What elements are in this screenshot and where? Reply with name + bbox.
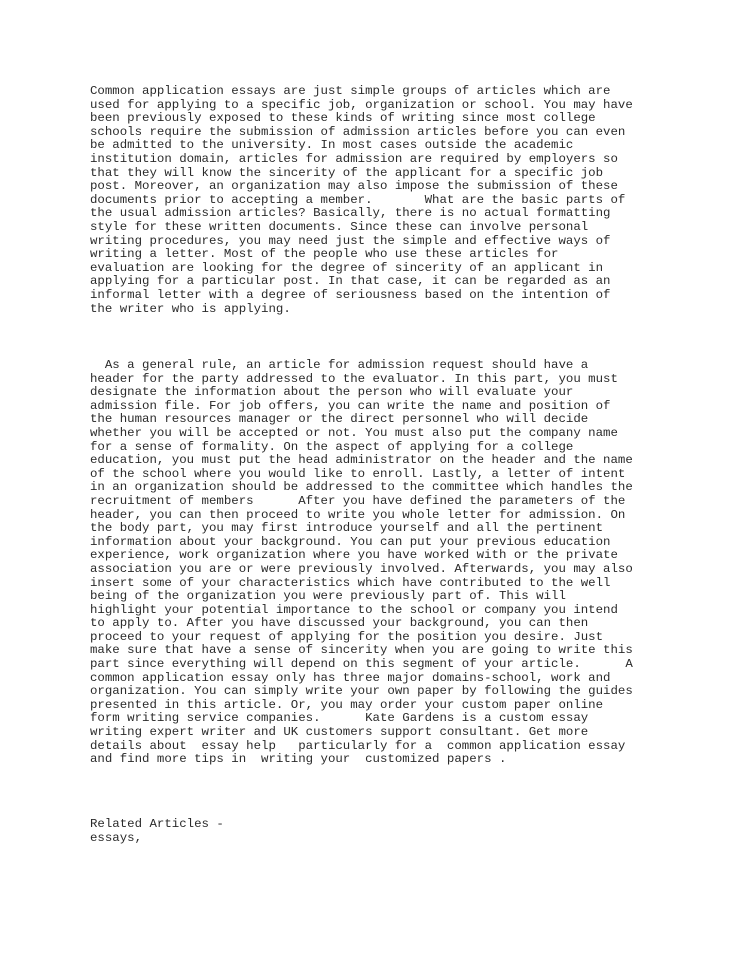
related-articles: Related Articles - essays, [90,817,224,845]
body-paragraph-1: Common application essays are just simple groups of articles which are used for applying to a specific job, organization or school. You may have been previously exposed to these kinds of writing since most college schools require the submission of admission articles before you can even be admitted to the university. In most cases outside the academic institution domain, articles for admission are required by employers so that they will know the sincerity of the applicant for a specific job post. Moreover, an organization may also impose the submission of these documents prior to accepting a member. What are the basic parts of the usual admission articles? Basically, there is no actual formatting style for these written documents. Since these can involve personal writing procedures, you may need just the simple and effective ways of writing a letter. Most of the people who use these articles for evaluation are looking for the degree of sincerity of an applicant in applying for a particular post. In that case, it can be regarded as an informal letter with a degree of seriousness based on the intention of the writer who is applying. [90,84,633,316]
body-paragraph-2: As a general rule, an article for admission request should have a header for the party addressed to the evaluator. In this part, you must designate the information about the person who will evaluate your admission file. For job offers, you can write the name and position of the human resources manager or the direct personnel who will decide whether you will be accepted or not. You must also put the company name for a sense of formality. On the aspect of applying for a college education, you must put the head administrator on the header and the name of the school where you would like to enroll. Lastly, a letter of intent in an organization should be addressed to the committee which handles the recruitment of members After you have defined the parameters of the header, you can then proceed to write you whole letter for admission. On the body part, you may first introduce yourself and all the pertinent information about your background. You can put your previous education experience, work organization where you have worked with or the private association you are or were previously involved. Afterwards, you may also insert some of your characteristics which have contributed to the well being of the organization you were previously part of. This will highlight your potential importance to the school or company you intend to apply to. After you have discussed your background, you can then proceed to your request of applying for the position you desire. Just make sure that have a sense of sincerity when you are going to write this part since everything will depend on this segment of your article. A common application essay only has three major domains-school, work and organization. You can simply write your own paper by following the guides presented in this article. Or, you may order your custom paper online form writing service companies. Kate Gardens is a custom essay writing expert writer and UK customers support consultant. Get more details about essay help particularly for a common application essay and find more tips in writing your customized papers . [90,358,633,767]
